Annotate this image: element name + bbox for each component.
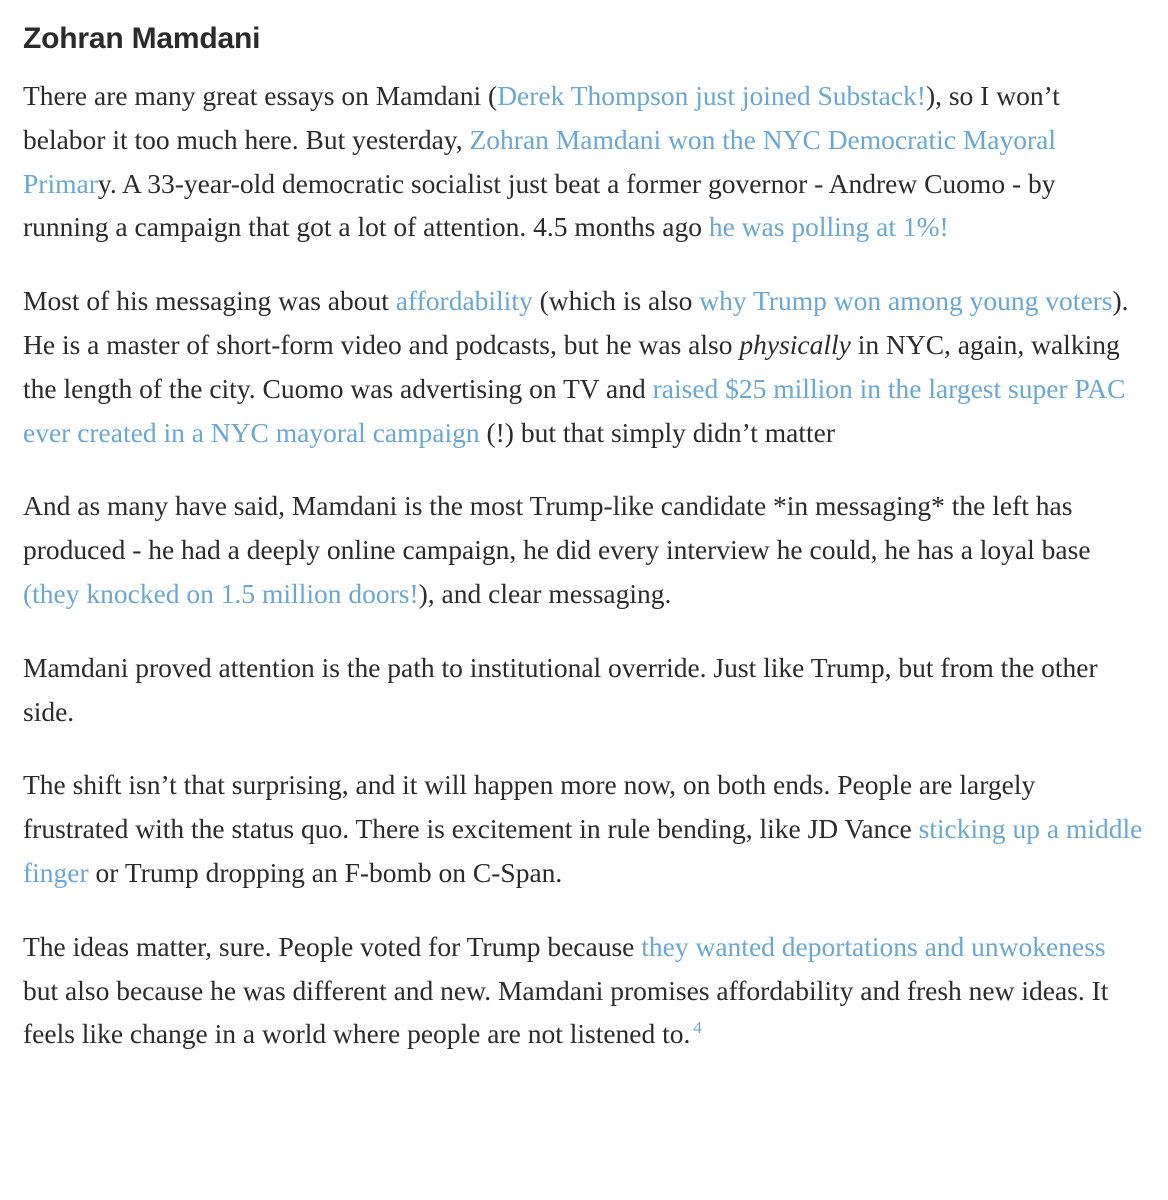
text: The shift isn’t that surprising, and it will happen more now, on both ends. People are largely frustrated with the status quo. There is excitement in rule bending, like JD Vance bbox=[23, 769, 1036, 845]
text: Mamdani proved attention is the path to institutional override. Just like Trump, but from the other side. bbox=[23, 651, 1098, 727]
text: ). He is a master of short-form video and podcasts, but he was also bbox=[23, 285, 1129, 360]
article-body bbox=[23, 18, 1143, 1086]
link-super-pac[interactable]: raised $25 million in the largest super PAC ever created in a NYC mayoral campaign bbox=[23, 372, 1126, 448]
link-knocked-doors[interactable]: (they knocked on 1.5 million doors! bbox=[23, 577, 419, 609]
text: or Trump dropping an F-bomb on C-Span. bbox=[88, 856, 563, 888]
text: Most of his messaging was about bbox=[23, 285, 396, 317]
link-deportations-unwokeness[interactable]: they wanted deportations and unwokeness bbox=[641, 930, 1106, 962]
paragraph-6 bbox=[23, 925, 1143, 1056]
link-middle-finger[interactable]: sticking up a middle finger bbox=[23, 813, 1143, 888]
text: (!) but that simply didn’t matter bbox=[479, 416, 836, 448]
footnote-link[interactable]: 4 bbox=[693, 1018, 702, 1038]
text: but also because he was different and new. Mamdani promises affordability and fresh new ideas. It feels like change in a world where people are not listened to. bbox=[23, 974, 1109, 1050]
section-heading: Zohran Mamdani bbox=[23, 22, 261, 55]
paragraph-5 bbox=[23, 763, 1143, 894]
paragraph-2 bbox=[23, 279, 1143, 454]
text: y. A 33-year-old democratic socialist just beat a former governor - Andrew Cuomo - by running a campaign that got a lot of attention. 4.5 months ago bbox=[23, 167, 1056, 243]
text: There are many great essays on Mamdani ( bbox=[23, 80, 498, 111]
link-derek-thompson[interactable]: Derek Thompson just joined Substack! bbox=[497, 80, 926, 111]
text: The ideas matter, sure. People voted for Trump because bbox=[23, 930, 642, 962]
text: ), so I won’t belabor it too much here. But yesterday, bbox=[23, 80, 1060, 155]
link-mamdani-won-primary[interactable]: Zohran Mamdani won the NYC Democratic Mayoral Primar bbox=[23, 123, 1056, 199]
text: And as many have said, Mamdani is the most Trump-like candidate *in messaging* the left has produced - he had a deeply online campaign, he did every interview he could, he has a loyal base bbox=[23, 490, 1091, 566]
text: ), and clear messaging. bbox=[418, 577, 672, 609]
link-polling-1-percent[interactable]: he was polling at 1%! bbox=[708, 211, 949, 243]
text: in NYC, again, walking the length of the city. Cuomo was advertising on TV and bbox=[23, 328, 1120, 404]
paragraph-1 bbox=[23, 74, 1143, 249]
paragraph-4 bbox=[23, 646, 1143, 734]
emphasis-physically: physically bbox=[739, 328, 851, 360]
text: (which is also bbox=[532, 285, 700, 317]
link-affordability[interactable]: affordability bbox=[395, 285, 533, 317]
link-why-trump-won[interactable]: why Trump won among young voters bbox=[699, 285, 1113, 317]
paragraph-3 bbox=[23, 484, 1143, 615]
